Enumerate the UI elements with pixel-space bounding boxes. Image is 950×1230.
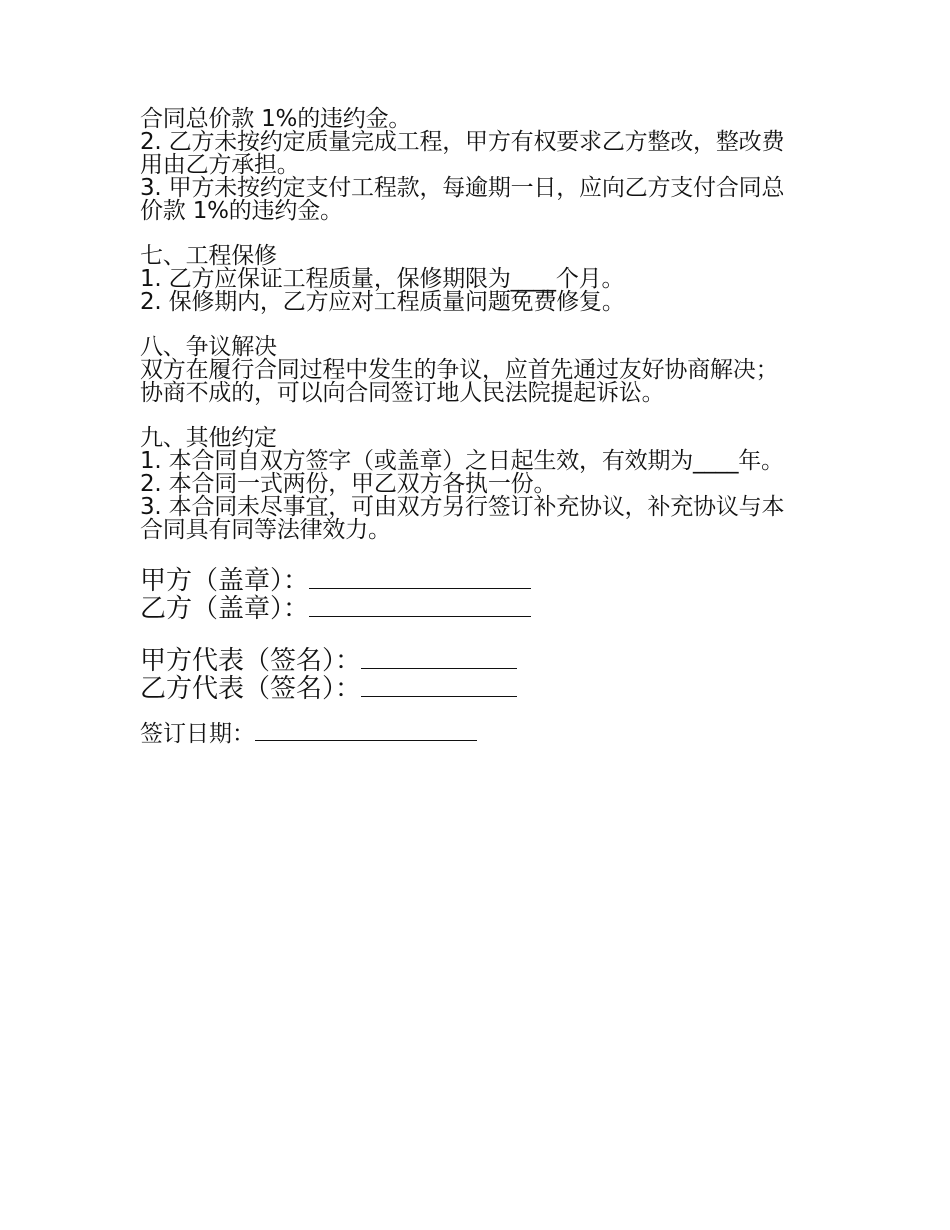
party-b-rep-label: 乙方代表（签名）：: [140, 674, 362, 704]
section8-heading: 八、争议解决: [140, 334, 277, 360]
sign-date-label: 签订日期：: [140, 721, 255, 747]
party-a-rep-blank[interactable]: [361, 646, 517, 669]
section9-item2: 2. 本合同一式两份，甲乙双方各执一份。: [140, 471, 557, 497]
document-content: [140, 108, 792, 746]
party-b-seal-blank[interactable]: [309, 594, 531, 617]
section7-heading: 七、工程保修: [140, 243, 277, 269]
party-b-rep-line: [140, 674, 792, 702]
section6-item2: 2. 乙方未按约定质量完成工程，甲方有权要求乙方整改，整改费用由乙方承担。: [140, 129, 785, 178]
party-b-seal-label: 乙方（盖章）：: [140, 594, 310, 624]
party-a-rep-label: 甲方代表（签名）：: [140, 646, 362, 676]
party-b-seal-line: [140, 594, 792, 622]
section8-body: 双方在履行合同过程中发生的争议，应首先通过友好协商解决；协商不成的，可以向合同签订地人民法院提起诉讼。: [140, 357, 779, 406]
sign-date-line: [140, 718, 792, 746]
section6-line-a: 合同总价款 1%的违约金。: [140, 106, 412, 132]
section9-heading: 九、其他约定: [140, 425, 277, 451]
section7-item1: 1. 乙方应保证工程质量，保修期限为____个月。: [140, 266, 625, 292]
party-a-seal-line: [140, 566, 792, 594]
section6-item3: 3. 甲方未按约定支付工程款，每逾期一日，应向乙方支付合同总价款 1%的违约金。: [140, 175, 785, 224]
party-a-seal-blank[interactable]: [309, 566, 531, 589]
sign-date-blank[interactable]: [255, 718, 477, 741]
section7-item2: 2. 保修期内，乙方应对工程质量问题免费修复。: [140, 289, 625, 315]
party-b-rep-blank[interactable]: [361, 674, 517, 697]
party-a-rep-line: [140, 646, 792, 674]
party-a-seal-label: 甲方（盖章）：: [140, 566, 310, 596]
section9-item3: 3. 本合同未尽事宜，可由双方另行签订补充协议，补充协议与本合同具有同等法律效力。: [140, 494, 785, 543]
section9-item1: 1. 本合同自双方签字（或盖章）之日起生效，有效期为____年。: [140, 448, 784, 474]
